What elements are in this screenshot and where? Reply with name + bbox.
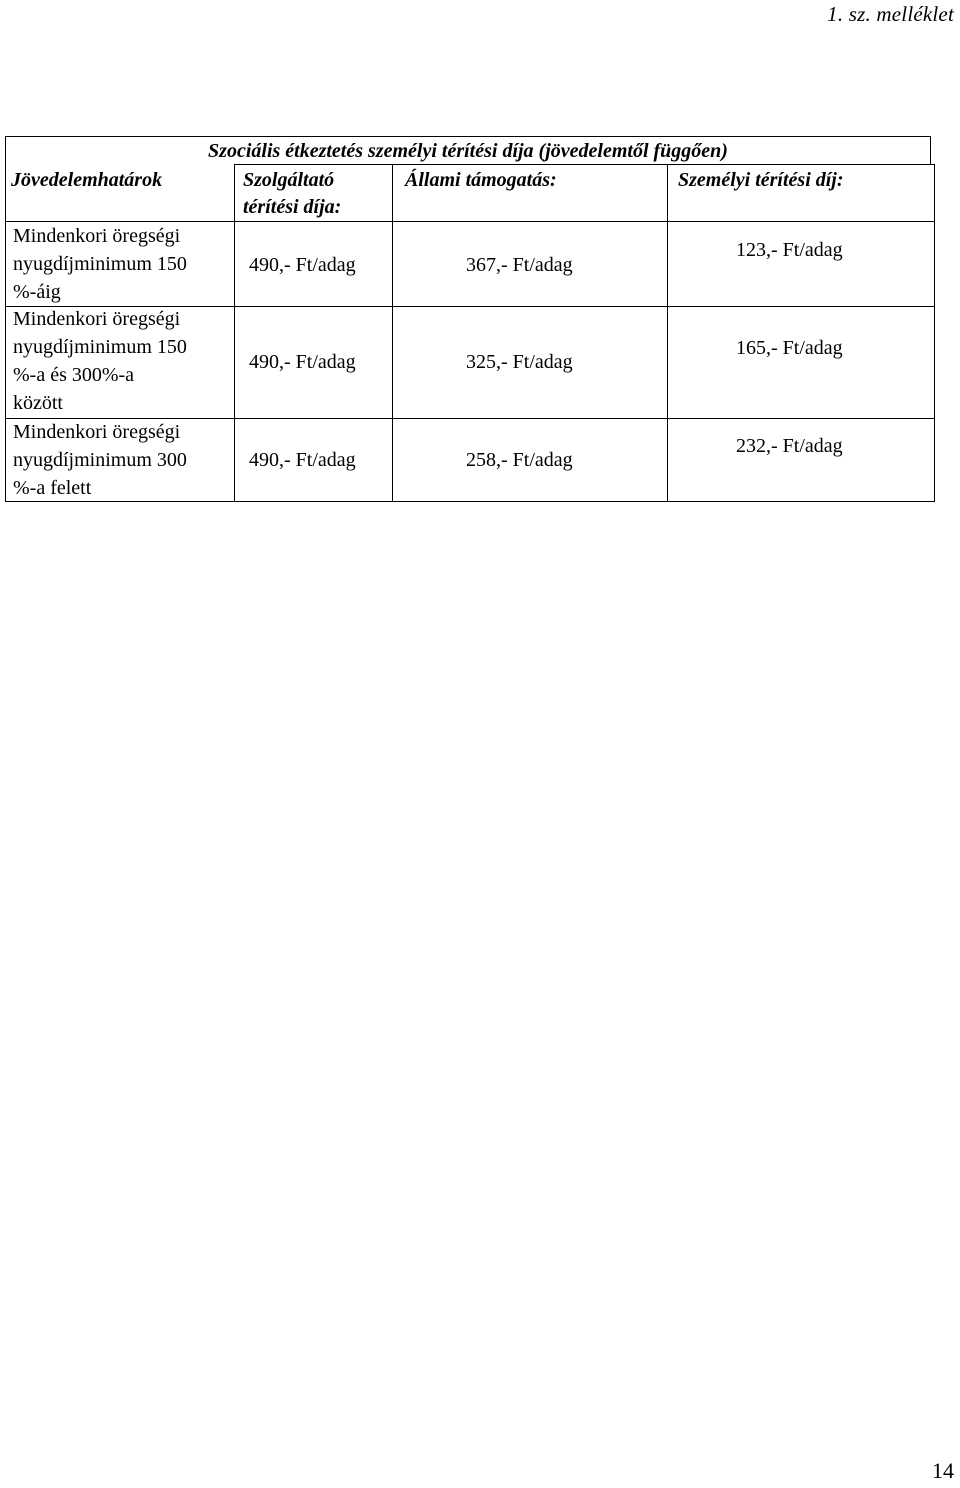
row2-income-line3: %-a és 300%-a: [13, 364, 135, 386]
row1-income-line2: nyugdíjminimum 150: [13, 253, 187, 275]
row3-income-line2: nyugdíjminimum 300: [13, 449, 187, 471]
row2-income-line1: Mindenkori öregségi: [13, 308, 181, 330]
table-border-right: [934, 164, 935, 502]
row3-income-line3: %-a felett: [13, 477, 92, 499]
table-border-bottom: [5, 501, 935, 502]
row2-income-line4: között: [13, 392, 63, 414]
header-top-line: [234, 164, 934, 165]
header-personal: Személyi térítési díj:: [678, 169, 844, 191]
row1-provider-fee: 490,- Ft/adag: [249, 254, 356, 276]
col-sep-2: [392, 164, 393, 502]
row1-income-line3: %-áig: [13, 281, 61, 303]
table-border-left: [5, 164, 6, 502]
row3-income-line1: Mindenkori öregségi: [13, 421, 181, 443]
col-sep-1: [234, 164, 235, 502]
page-number: 14: [932, 1458, 954, 1483]
table-title: Szociális étkeztetés személyi térítési díja (jövedelemtől függően): [208, 140, 728, 162]
row2-provider-fee: 490,- Ft/adag: [249, 351, 356, 373]
row3-state-support: 258,- Ft/adag: [466, 449, 573, 471]
row2-income-line2: nyugdíjminimum 150: [13, 336, 187, 358]
col-sep-3: [667, 164, 668, 502]
row1-state-support: 367,- Ft/adag: [466, 254, 573, 276]
table-title-box: [5, 136, 931, 164]
header-income: Jövedelemhatárok: [11, 169, 163, 191]
row2-personal-fee: 165,- Ft/adag: [736, 337, 843, 359]
header-provider-line2: térítési díja:: [243, 196, 342, 218]
header-state: Állami támogatás:: [405, 169, 557, 191]
row2-state-support: 325,- Ft/adag: [466, 351, 573, 373]
header-provider-line1: Szolgáltató: [243, 169, 335, 191]
annex-label: 1. sz. melléklet: [827, 2, 954, 26]
row1-income-line1: Mindenkori öregségi: [13, 225, 181, 247]
row3-personal-fee: 232,- Ft/adag: [736, 435, 843, 457]
row1-personal-fee: 123,- Ft/adag: [736, 239, 843, 261]
row3-provider-fee: 490,- Ft/adag: [249, 449, 356, 471]
